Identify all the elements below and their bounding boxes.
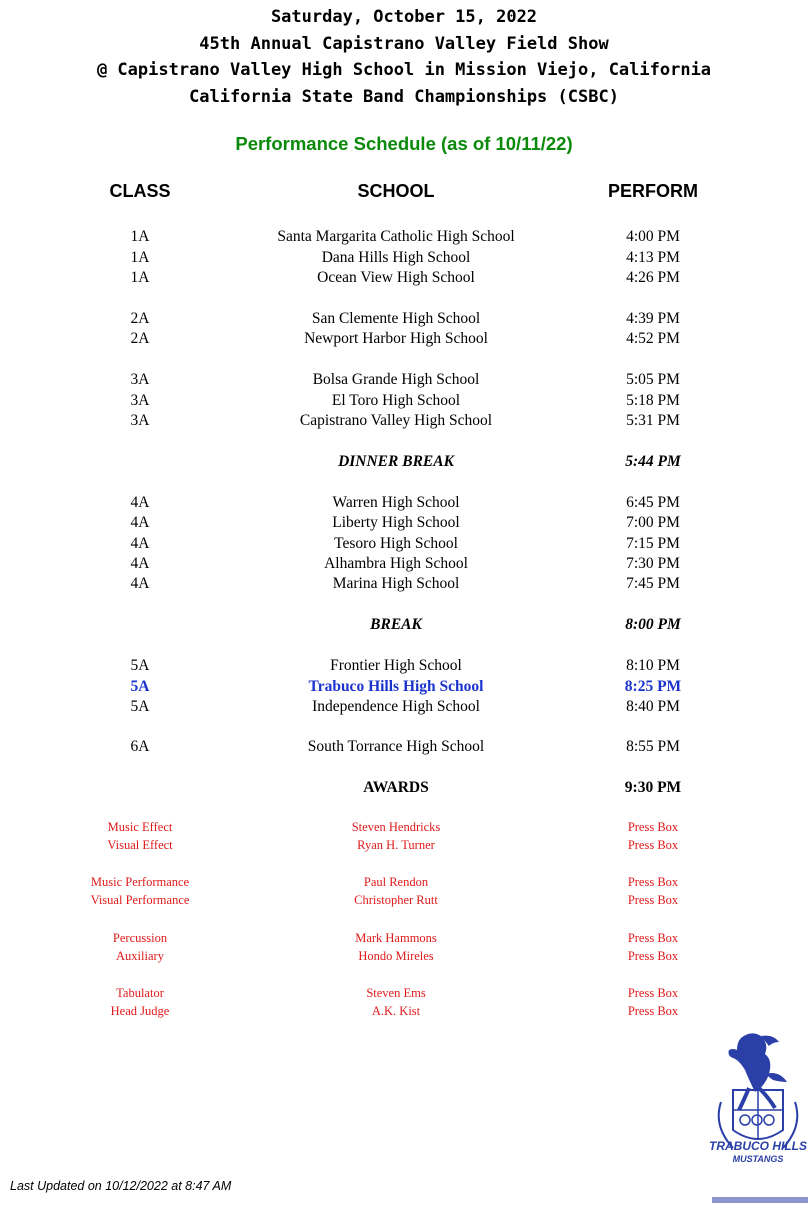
judge-row <box>0 818 808 836</box>
judge-row <box>0 1002 808 1020</box>
column-header-class: CLASS <box>109 181 171 201</box>
time-cell: 4:00 PM <box>626 228 680 245</box>
class-cell: 6A <box>130 738 150 755</box>
school-cell: Santa Margarita Catholic High School <box>277 228 515 245</box>
class-cell: 4A <box>130 555 150 572</box>
event-time: 5:44 PM <box>625 453 681 470</box>
class-cell: 4A <box>130 535 150 552</box>
schedule-row <box>0 553 808 574</box>
time-cell: 5:31 PM <box>626 412 680 429</box>
class-cell: 2A <box>130 310 150 327</box>
event-time: 8:00 PM <box>625 616 681 633</box>
schedule-row <box>0 267 808 288</box>
time-cell: 7:00 PM <box>626 514 680 531</box>
column-header-perform: PERFORM <box>608 181 698 201</box>
time-cell: 5:05 PM <box>626 371 680 388</box>
judge-location: Press Box <box>627 949 679 963</box>
schedule-row <box>0 676 808 697</box>
judge-row <box>0 836 808 854</box>
school-cell: Marina High School <box>332 575 460 592</box>
school-cell: South Torrance High School <box>307 738 485 755</box>
time-cell: 8:10 PM <box>626 657 680 674</box>
judge-location: Press Box <box>627 875 679 889</box>
judge-caption: Percussion <box>112 931 168 945</box>
school-cell: Bolsa Grande High School <box>312 371 480 388</box>
time-cell: 7:15 PM <box>626 535 680 552</box>
judge-caption: Tabulator <box>116 986 164 1000</box>
schedule-row <box>0 410 808 431</box>
school-cell: Newport Harbor High School <box>304 330 488 347</box>
judge-row <box>0 929 808 947</box>
mustang-logo <box>703 1030 808 1165</box>
school-cell: Capistrano Valley High School <box>299 412 493 429</box>
time-cell: 7:45 PM <box>626 575 680 592</box>
schedule-row <box>0 492 808 513</box>
time-cell: 7:30 PM <box>626 555 680 572</box>
judge-name: A.K. Kist <box>371 1004 421 1018</box>
class-cell: 1A <box>130 269 150 286</box>
judge-caption: Music Performance <box>90 875 190 889</box>
awards-row <box>0 777 808 798</box>
judge-location: Press Box <box>627 1004 679 1018</box>
class-cell: 3A <box>130 371 150 388</box>
school-cell: Warren High School <box>332 494 460 511</box>
judge-location: Press Box <box>627 838 679 852</box>
mustang-icon <box>703 1030 808 1165</box>
judge-name: Steven Ems <box>366 986 426 1000</box>
class-cell: 2A <box>130 330 150 347</box>
judge-name: Ryan H. Turner <box>357 838 435 852</box>
logo-text-top: TRABUCO HILLS <box>709 1139 807 1153</box>
schedule-row <box>0 655 808 676</box>
event-header <box>0 4 808 110</box>
judge-caption: Head Judge <box>110 1004 170 1018</box>
judge-name: Mark Hammons <box>355 931 437 945</box>
event-label: BREAK <box>370 616 422 633</box>
event-label: AWARDS <box>363 779 429 796</box>
judge-name: Hondo Mireles <box>358 949 434 963</box>
class-cell: 5A <box>130 698 150 715</box>
schedule-row <box>0 328 808 349</box>
school-cell: Frontier High School <box>330 657 462 674</box>
school-cell: Ocean View High School <box>317 269 475 286</box>
judge-caption: Visual Performance <box>90 893 190 907</box>
schedule-subtitle: Performance Schedule (as of 10/11/22) <box>235 133 573 154</box>
event-time: 9:30 PM <box>624 779 682 796</box>
break-row <box>0 614 808 635</box>
time-cell: 4:26 PM <box>626 269 680 286</box>
school-cell: El Toro High School <box>331 392 461 409</box>
schedule-row <box>0 390 808 411</box>
time-cell: 5:18 PM <box>626 392 680 409</box>
judge-row <box>0 873 808 891</box>
time-cell: 4:39 PM <box>626 310 680 327</box>
class-cell: 1A <box>130 228 150 245</box>
schedule-row <box>0 308 808 329</box>
class-cell: 5A <box>130 678 150 695</box>
class-cell: 4A <box>130 575 150 592</box>
school-cell: Dana Hills High School <box>321 249 471 266</box>
judge-location: Press Box <box>627 986 679 1000</box>
school-cell: Independence High School <box>312 698 480 715</box>
time-cell: 4:13 PM <box>626 249 680 266</box>
schedule-row <box>0 247 808 268</box>
break-row <box>0 451 808 472</box>
judge-location: Press Box <box>627 820 679 834</box>
time-cell: 6:45 PM <box>626 494 680 511</box>
last-updated: Last Updated on 10/12/2022 at 8:47 AM <box>10 1179 232 1193</box>
time-cell: 8:40 PM <box>626 698 680 715</box>
event-venue: @ Capistrano Valley High School in Mission Viejo, California <box>96 60 712 80</box>
school-cell: Tesoro High School <box>334 535 458 552</box>
schedule-row <box>0 533 808 554</box>
school-cell: Trabuco Hills High School <box>308 678 484 695</box>
judge-row <box>0 891 808 909</box>
class-cell: 4A <box>130 494 150 511</box>
schedule-row <box>0 512 808 533</box>
judge-caption: Auxiliary <box>116 949 164 963</box>
schedule-row <box>0 226 808 247</box>
judge-location: Press Box <box>627 931 679 945</box>
judge-name: Christopher Rutt <box>354 893 438 907</box>
event-title: 45th Annual Capistrano Valley Field Show <box>199 33 609 54</box>
event-label: DINNER BREAK <box>338 453 454 470</box>
judge-location: Press Box <box>627 893 679 907</box>
schedule-row <box>0 736 808 757</box>
schedule-row <box>0 573 808 594</box>
column-header-school: SCHOOL <box>357 181 435 201</box>
school-cell: Alhambra High School <box>324 555 468 572</box>
judge-caption: Music Effect <box>107 820 173 834</box>
judge-name: Steven Hendricks <box>351 820 441 834</box>
time-cell: 4:52 PM <box>626 330 680 347</box>
class-cell: 4A <box>130 514 150 531</box>
class-cell: 3A <box>130 392 150 409</box>
logo-strip <box>712 1190 808 1200</box>
judge-row <box>0 947 808 965</box>
event-date: Saturday, October 15, 2022 <box>270 7 538 27</box>
judge-row <box>0 984 808 1002</box>
schedule-row <box>0 369 808 390</box>
logo-text-bottom: MUSTANGS <box>732 1154 784 1164</box>
time-cell: 8:25 PM <box>624 678 682 695</box>
class-cell: 5A <box>130 657 150 674</box>
schedule-row <box>0 696 808 717</box>
school-cell: Liberty High School <box>332 514 460 531</box>
class-cell: 3A <box>130 412 150 429</box>
class-cell: 1A <box>130 249 150 266</box>
school-cell: San Clemente High School <box>311 310 481 327</box>
judge-name: Paul Rendon <box>363 875 429 889</box>
event-championship: California State Band Championships (CSBC) <box>189 86 619 107</box>
judge-caption: Visual Effect <box>107 838 173 852</box>
time-cell: 8:55 PM <box>626 738 680 755</box>
